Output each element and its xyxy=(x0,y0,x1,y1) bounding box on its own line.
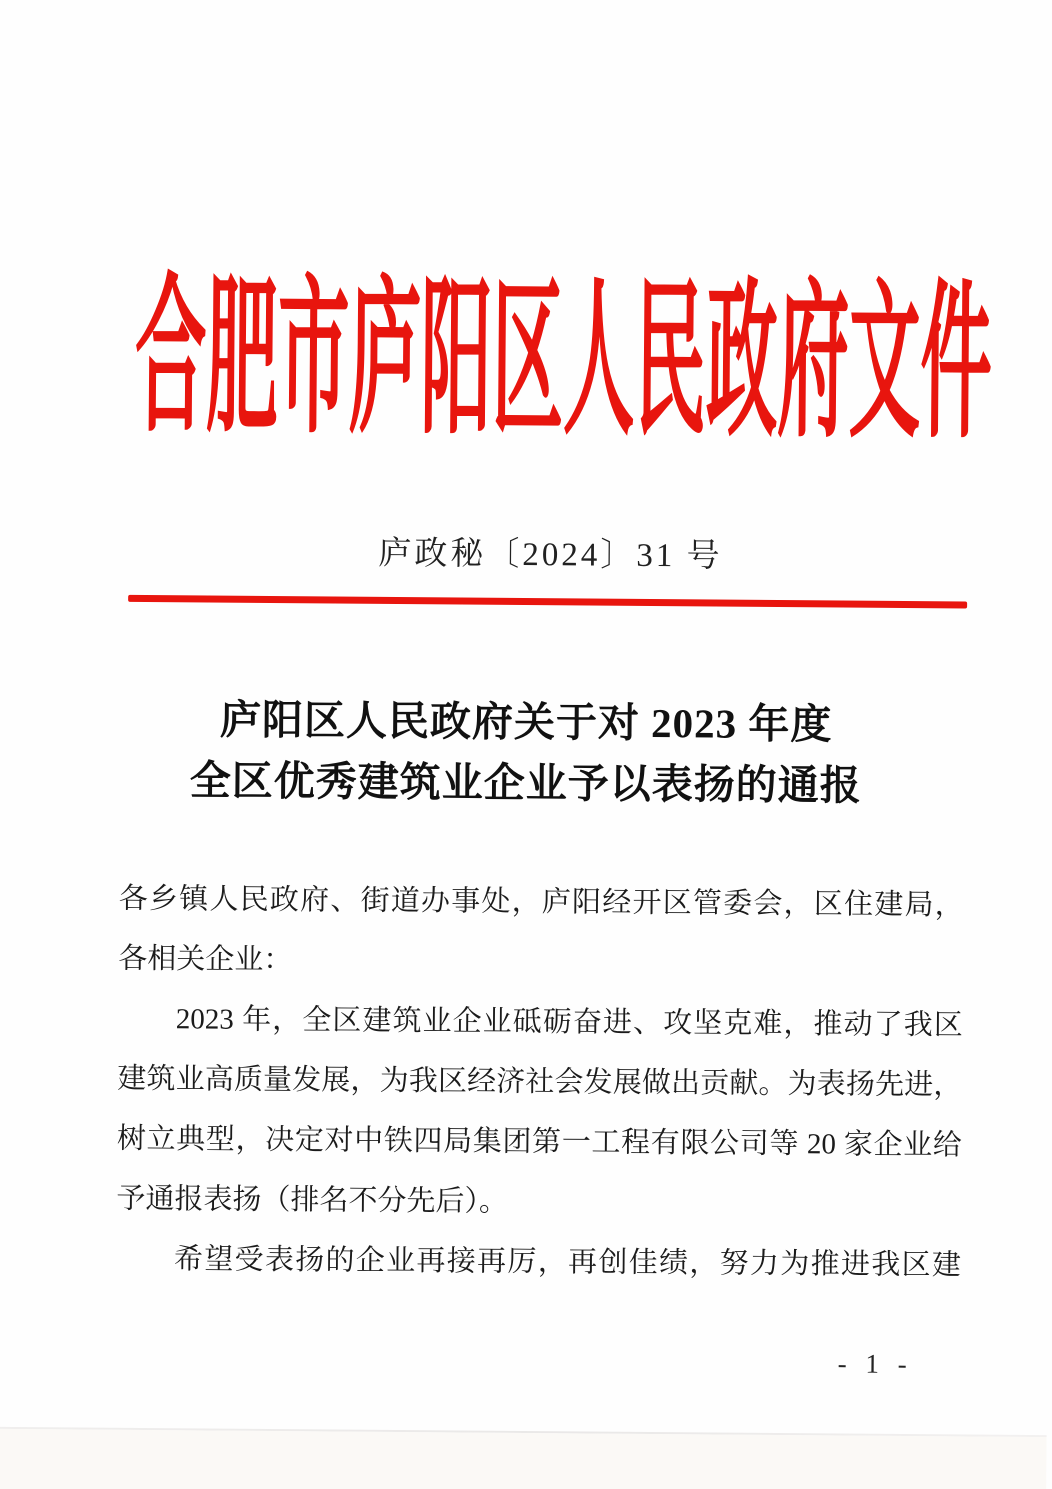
document-body xyxy=(116,869,964,1296)
body-line-salutation-end: 各相关企业： xyxy=(118,942,293,977)
scan-edge-area xyxy=(0,1429,1047,1489)
red-separator-line xyxy=(128,595,967,609)
body-line-paragraph1-start: 2023 年，全区建筑业企业砥砺奋进、攻坚克难，推动了我区 xyxy=(175,1003,963,1042)
body-line-paragraph1: 建筑业高质量发展，为我区经济社会发展做出贡献。为表扬先进， xyxy=(117,1062,963,1102)
document-title-line2: 全区优秀建筑业企业予以表扬的通报 xyxy=(189,757,862,809)
body-line-paragraph2-start: 希望受表扬的企业再接再厉，再创佳绩，努力为推进我区建 xyxy=(173,1243,962,1282)
body-line-paragraph1: 树立典型，决定对中铁四局集团第一工程有限公司等 20 家企业给 xyxy=(116,1122,962,1162)
body-line-paragraph1-end: 予通报表扬（排名不分先后）。 xyxy=(116,1182,509,1218)
document-title-line1: 庐阳区人民政府关于对 2023 年度 xyxy=(219,696,833,748)
document-reference-number: 庐政秘〔2024〕31 号 xyxy=(378,535,723,575)
government-letterhead-title: 合肥市庐阳区人民政府文件 xyxy=(134,263,993,459)
document-title xyxy=(0,688,1052,818)
page-number: - 1 - xyxy=(837,1348,913,1380)
body-line-salutation: 各乡镇人民政府、街道办事处，庐阳经开区管委会，区住建局， xyxy=(118,882,964,922)
